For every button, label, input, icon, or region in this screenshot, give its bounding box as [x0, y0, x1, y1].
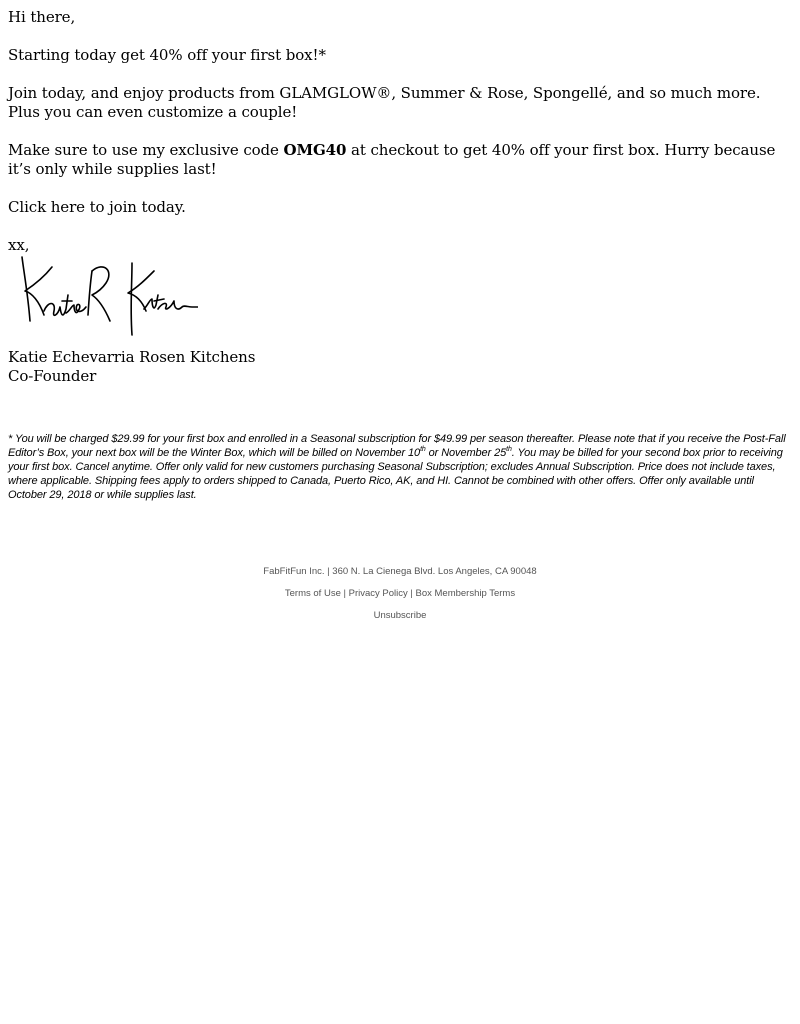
footer — [0, 566, 800, 632]
signature-image — [8, 255, 792, 337]
company-address: FabFitFun Inc. | 360 N. La Cienega Blvd. Los Angeles, CA 90048 — [263, 566, 537, 577]
terms-of-use-link[interactable]: Terms of Use — [284, 588, 341, 599]
link-separator: | — [340, 588, 349, 599]
promo-code: OMG40 — [283, 141, 347, 159]
disclaimer-part-1: * You will be charged $29.99 for your first box and enrolled in a Seasonal subscription for $49.99 per season thereafter. Please note that if you receive the Post-Fall Editor’s Box, your next box will be the Winter Box, which will be billed on November 10 — [8, 433, 786, 459]
disclaimer-part-2: or November 25 — [425, 447, 507, 459]
ordinal-suffix: th — [420, 446, 426, 453]
disclaimer-part-3: . You may be billed for your second box prior to receiving your first box. Cancel anytime. Offer only valid for new customers purchasing Seasonal Subscription; excludes Annual Subscription. Price does not include taxes, where applicable. Shipping fees apply to orders shipped to Canada, Puerto Rico, AK, and HI. Cannot be combined with other offers. Offer only available until October 29, 2018 or while supplies last. — [8, 447, 783, 501]
disclaimer — [8, 432, 792, 502]
join-paragraph: Join today, and enjoy products from GLAMGLOW®, Summer & Rose, Spongellé, and so much more. Plus you can even customize a couple! — [8, 84, 761, 121]
code-text-after: at checkout to get 40% off your first box. Hurry because it’s only while supplies last! — [8, 141, 776, 178]
greeting: Hi there, — [8, 8, 76, 26]
code-text-before: Make sure to use my exclusive code — [8, 141, 284, 159]
signoff: xx, — [8, 236, 30, 254]
signer-title: Co-Founder — [8, 367, 97, 385]
unsubscribe-link[interactable]: Unsubscribe — [373, 610, 427, 621]
signer-name: Katie Echevarria Rosen Kitchens — [8, 348, 256, 366]
offer-line: Starting today get 40% off your first box!* — [8, 46, 326, 64]
click-here-link[interactable]: Click here — [8, 198, 85, 216]
privacy-policy-link[interactable]: Privacy Policy — [348, 588, 408, 599]
link-separator: | — [407, 588, 416, 599]
box-membership-terms-link[interactable]: Box Membership Terms — [415, 588, 516, 599]
code-paragraph — [8, 141, 792, 179]
ordinal-suffix: th — [506, 446, 512, 453]
footer-links — [0, 588, 800, 600]
email-body — [8, 8, 792, 386]
cta-paragraph — [8, 198, 792, 217]
cta-text: to join today. — [84, 198, 186, 216]
